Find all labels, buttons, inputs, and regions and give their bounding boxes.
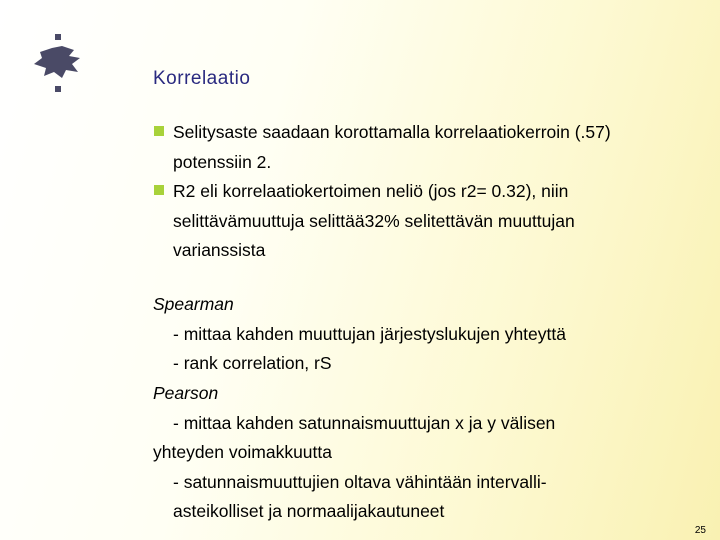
bullet-text-line: selittävämuuttuja selittää32% selitettävän muuttujan [173,210,575,231]
bullet-text-line: R2 eli korrelaatiokertoimen neliö (jos r2= 0.32), niin [173,181,569,201]
bullet-text-line: potenssiin 2. [173,151,272,172]
bullet-item [153,177,693,266]
bullet-item [153,118,693,177]
bullet-text-line: Selitysaste saadaan korottamalla korrelaatiokerroin (.57) [173,122,611,142]
pearson-line: yhteyden voimakkuutta [153,442,332,462]
spearman-line: - rank correlation, rS [173,353,332,373]
page-number: 25 [694,525,706,536]
square-bullet-icon [154,185,164,195]
university-logo-icon [22,28,92,98]
square-bullet-icon [154,126,164,136]
bullet-list [153,118,693,266]
pearson-heading: Pearson [153,383,219,403]
pearson-line: asteikolliset ja normaalijakautuneet [173,501,445,521]
spearman-section [153,290,693,379]
pearson-section [153,379,693,527]
spearman-line: - mittaa kahden muuttujan järjestyslukujen yhteyttä [173,323,566,344]
bullet-text-line: varianssista [173,240,266,260]
spearman-heading: Spearman [153,294,234,314]
pearson-line: - mittaa kahden satunnaismuuttujan x ja y välisen [173,412,556,433]
pearson-line: - satunnaismuuttujien oltava vähintään intervalli- [173,471,547,492]
slide-title: Korrelaatio [153,68,251,89]
